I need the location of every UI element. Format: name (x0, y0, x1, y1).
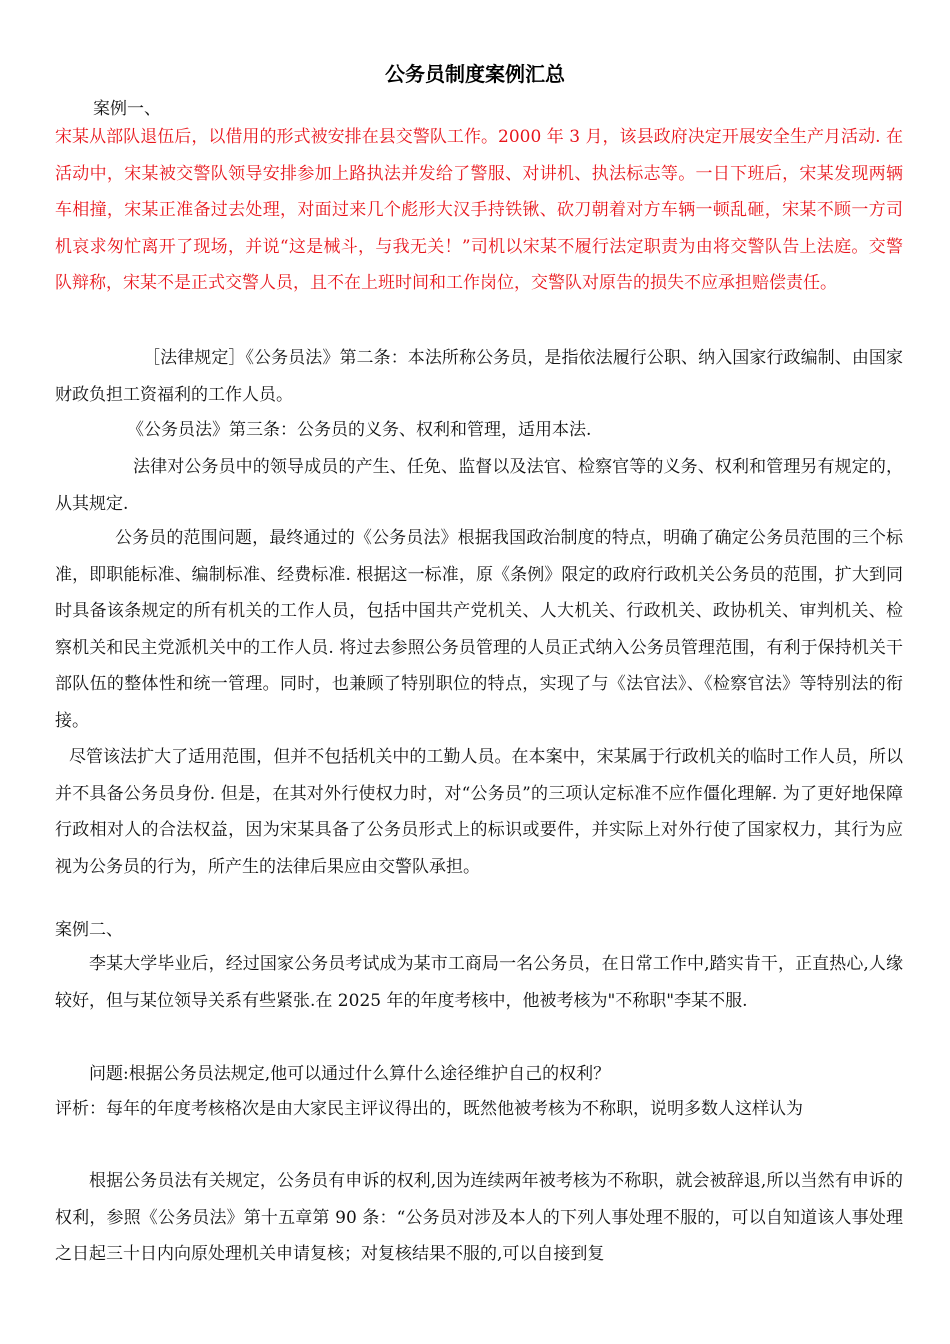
case1-heading: 案例一、 (93, 99, 161, 119)
case2-facts: 李某大学毕业后，经过国家公务员考试成为某市工商局一名公务员，在日常工作中,踏实肯干，正直热心,人缘较好，但与某位领导关系有些紧张.在 2025 年的年度考核中，他被考核为"不称职"李某不服. (55, 954, 903, 1011)
case1-analysis: 公务员的范围问题，最终通过的《公务员法》根据我国政治制度的特点，明确了确定公务员范围的三个标准，即职能标准、编制标准、经费标准. 根据这一标准，原《条例》限定的政府行政机关公务员的范围，扩大到同时具备该条规定的所有机关的工作人员，包括中国共产党机关、人大机关、行政机关、政协机关、审判机关、检察机关和民主党派机关中的工作人员. 将过去参照公务员管理的人员正式纳入公务员管理范围，有利于保持机关干部队伍的整体性和统一管理。同时，也兼顾了特别职位的特点，实现了与《法官法》、《检察官法》等特别法的衔接。 (55, 528, 903, 731)
law-article-3: 《公务员法》第三条：公务员的义务、权利和管理，适用本法. (127, 420, 592, 440)
case2-answer: 根据公务员法有关规定，公务员有申诉的权利,因为连续两年被考核为不称职，就会被辞退,所以当然有申诉的权利，参照《公务员法》第十五章第 90 条：“公务员对涉及本人的下列人事处理不服的，可以自知道该人事处理之日起三十日内向原处理机关申请复核；对复核结果不服的,可以自接到复 (55, 1171, 903, 1264)
case2-heading: 案例二、 (55, 920, 123, 940)
case1-conclusion: 尽管该法扩大了适用范围，但并不包括机关中的工勤人员。在本案中，宋某属于行政机关的临时工作人员，所以并不具备公务员身份. 但是，在其对外行使权力时，对“公务员”的三项认定标准不应作僵化理解. 为了更好地保障行政相对人的合法权益，因为宋某具备了公务员形式上的标识或要件，并实际上对外行使了国家权力，其行为应视为公务员的行为，所产生的法律后果应由交警队承担。 (55, 747, 903, 877)
law-article-2: ［法律规定］《公务员法》第二条：本法所称公务员，是指依法履行公职、纳入国家行政编制、由国家财政负担工资福利的工作人员。 (55, 348, 903, 405)
law-article-3-supplement: 法律对公务员中的领导成员的产生、任免、监督以及法官、检察官等的义务、权利和管理另有规定的，从其规定. (55, 457, 903, 514)
document-title: 公务员制度案例汇总 (385, 62, 565, 86)
case2-question: 问题:根据公务员法规定,他可以通过什么算什么途径维护自己的权利？ (89, 1064, 611, 1084)
case2-comment: 评析：每年的年度考核格次是由大家民主评议得出的，既然他被考核为不称职，说明多数人这样认为 (55, 1099, 803, 1119)
case1-facts: 宋某从部队退伍后，以借用的形式被安排在县交警队工作。2000 年 3 月，该县政府决定开展安全生产月活动. 在活动中，宋某被交警队领导安排参加上路执法并发给了警服、对讲机、执法标志等。一日下班后，宋某发现两辆车相撞，宋某正准备过去处理，对面过来几个彪形大汉手持铁锹、砍刀朝着对方车辆一顿乱砸，宋某不顾一方司机哀求匆忙离开了现场，并说“这是械斗，与我无关！”司机以宋某不履行法定职责为由将交警队告上法庭。交警队辩称，宋某不是正式交警人员，且不在上班时间和工作岗位，交警队对原告的损失不应承担赔偿责任。 (55, 127, 903, 293)
